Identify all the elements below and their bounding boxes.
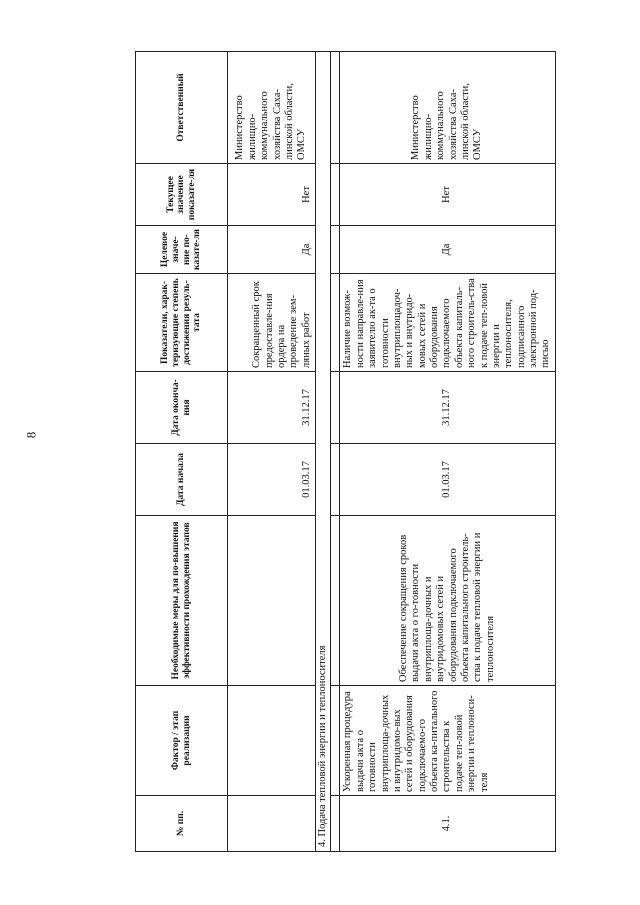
row2-current: Нет	[340, 164, 555, 226]
header-start: Дата начала	[136, 444, 228, 516]
sub-cell	[331, 444, 340, 516]
row2-indicators: Наличие возмож-ности направле-ния заявителю ак-та о готовности внутриплощадоч-ных и внутридо-мовых сетей и оборудования подключаемого объекта капиталь-ного строитель-ства к подаче теп-ловой энергии и теплоносителя, подписанного электронной под-писью	[340, 274, 555, 372]
row1-end: 31.12.17	[228, 372, 316, 444]
measures-table-sheet	[135, 52, 552, 852]
row2-num: 4.1.	[340, 796, 555, 852]
row1-target: Да	[228, 226, 316, 274]
header-factor: Фактор / этап реализации	[136, 686, 228, 796]
sub-cell	[331, 796, 340, 852]
row1-start: 01.03.17	[228, 444, 316, 516]
header-responsible: Ответственный	[136, 52, 228, 164]
section-row	[316, 52, 331, 852]
sub-cell	[331, 516, 340, 686]
sub-cell	[331, 372, 340, 444]
row2-measures: Обеспечение сокращения сроков выдачи акта о го-товности внутриплоща-дочных и внутридомовых сетей и оборудования подключаемого объекта капитального строитель-ства к подаче тепловой энергии и теплоносителя	[340, 516, 555, 686]
row1-responsible: Министерство жилищно-коммунального хозяйства Саха-линской области, ОМСУ	[228, 52, 316, 164]
table-row-4-1	[340, 52, 555, 852]
header-measures: Необходимые меры для по-вышения эффективности прохождения этапов	[136, 516, 228, 686]
sub-cell	[331, 686, 340, 796]
page-number: 8	[23, 431, 39, 439]
sub-cell	[331, 164, 340, 226]
table-row-continued	[228, 52, 316, 852]
row2-responsible: Министерство жилищно-коммунального хозяйства Саха-линской области, ОМСУ	[340, 52, 555, 164]
section-title: 4. Подача тепловой энергии и теплоносителя	[316, 52, 331, 852]
sub-cell	[331, 274, 340, 372]
sub-cell	[331, 52, 340, 164]
row2-start: 01.03.17	[340, 444, 555, 516]
header-indicators: Показатели, харак-теризующие степень достижения резуль-тата	[136, 274, 228, 372]
header-current: Текущее значение показате-ля	[136, 164, 228, 226]
row2-target: Да	[340, 226, 555, 274]
row1-factor	[228, 686, 316, 796]
measures-table	[135, 51, 556, 852]
header-num: № пп.	[136, 796, 228, 852]
row1-current: Нет	[228, 164, 316, 226]
row2-end: 31.12.17	[340, 372, 555, 444]
header-target: Целевое значе-ние по-казате-ля	[136, 226, 228, 274]
row1-num	[228, 796, 316, 852]
header-end: Дата оконча-ния	[136, 372, 228, 444]
sub-row	[331, 52, 340, 852]
row1-indicators: Сокращенный срок предоставле-ния ордера на проведение зем-ляных работ	[228, 274, 316, 372]
row1-measures	[228, 516, 316, 686]
row2-factor: Ускоренная процедура выдачи акта о готовности внутриплоща-дочных и внутридомо-вых сетей и оборудования подключаемо-го объекта ка-питального строительства к подаче теп-ловой энергии и теплоноси-теля	[340, 686, 555, 796]
header-row	[136, 52, 228, 852]
sub-cell	[331, 226, 340, 274]
